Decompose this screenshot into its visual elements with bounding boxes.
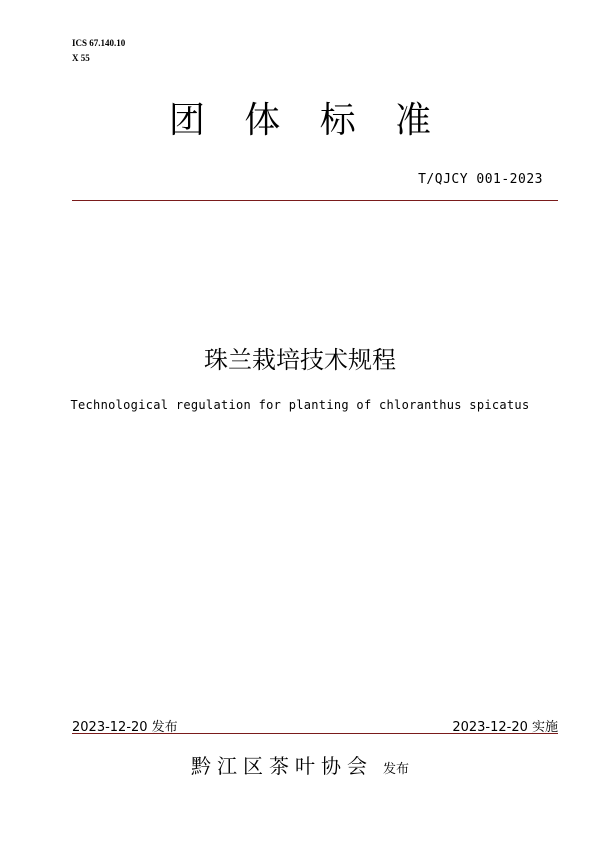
publisher-name: 黔江区茶叶协会: [190, 754, 373, 778]
publisher-line: [0, 750, 600, 779]
classification-codes: [72, 36, 125, 66]
implement-date: 2023-12-20 实施: [452, 720, 558, 735]
standard-category-title: 团 体 标 准: [168, 100, 446, 141]
issue-date: 2023-12-20 发布: [72, 720, 178, 735]
standard-number: T/QJCY 001-2023: [418, 172, 543, 187]
footer-divider: [72, 733, 558, 734]
ccs-code: X 55: [72, 53, 90, 63]
header-divider: [72, 200, 558, 201]
publish-label: 发布: [382, 762, 409, 777]
document-title-cn: 珠兰栽培技术规程: [204, 346, 396, 374]
ics-code: ICS 67.140.10: [72, 38, 126, 48]
document-title-en: Technological regulation for planting of chloranthus spicatus: [70, 398, 530, 412]
